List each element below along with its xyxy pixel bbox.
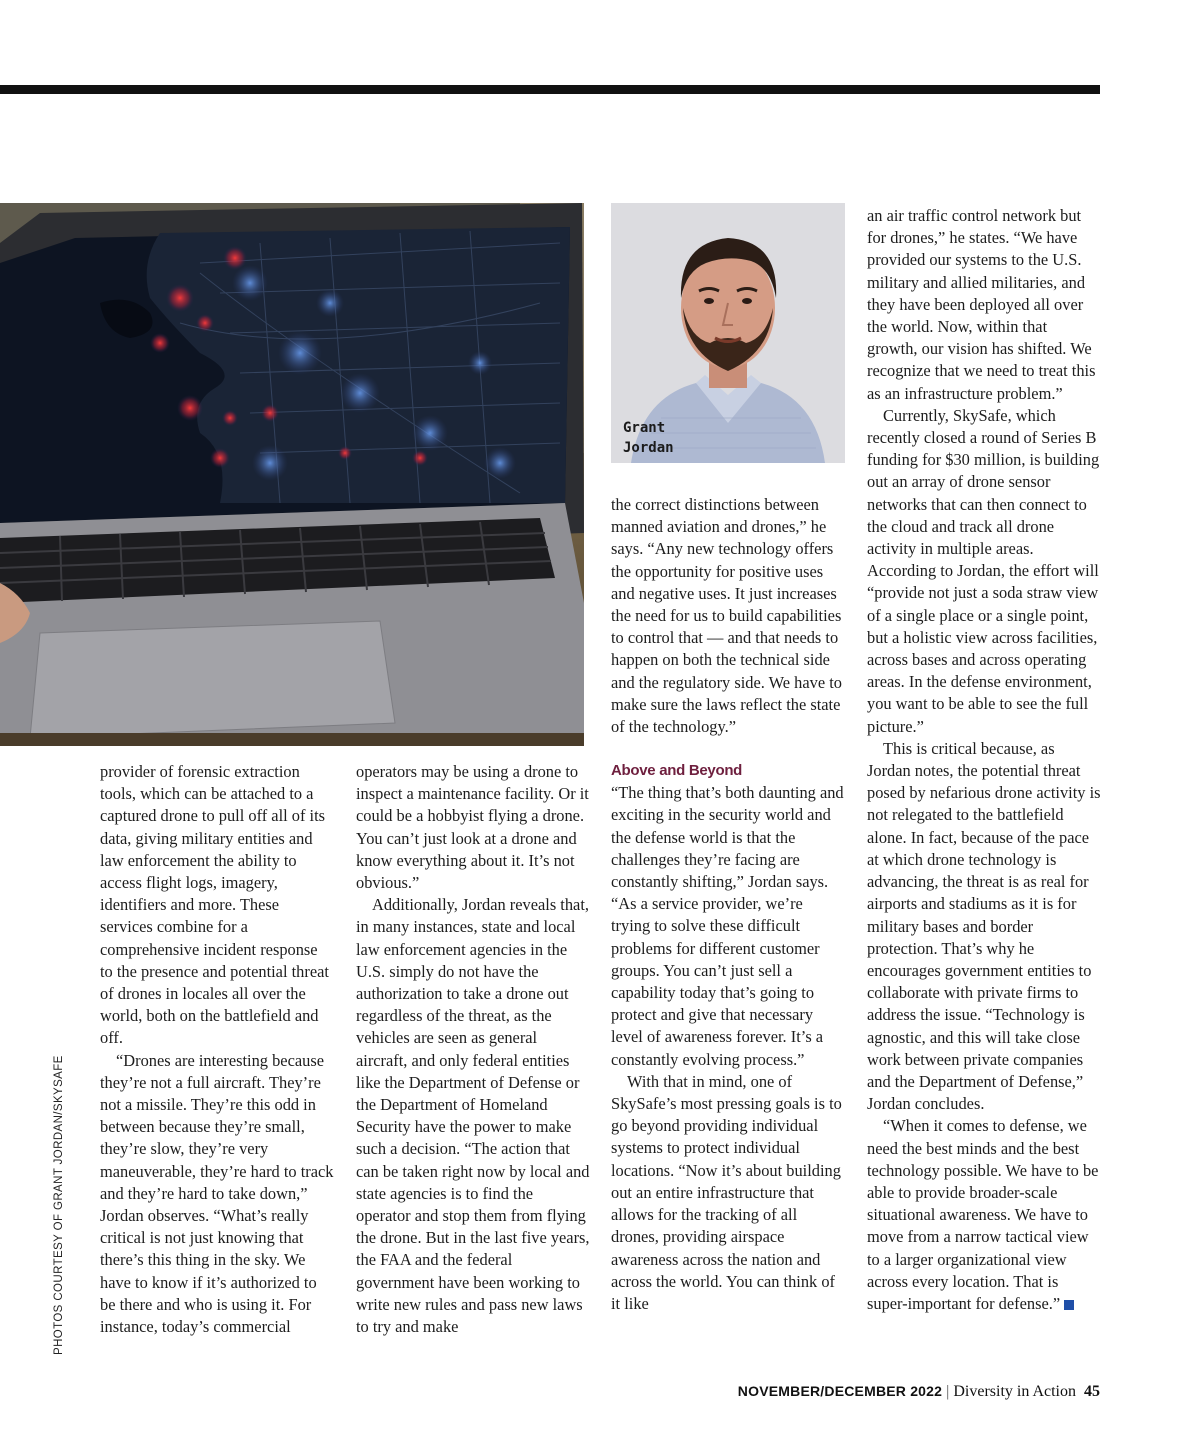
top-rule [0,85,1100,94]
end-mark-icon [1064,1300,1074,1310]
portrait-caption-first: Grant [623,420,666,436]
paragraph: the correct distinctions between manned aviation and drones,” he says. “Any new technology offers the opportunity for positive uses and negative uses. It just increases the need for us to build capabilities to control that — and that needs to happen on both the technical side and the regulatory side. We have to make sure the laws reflect the state of the technology.” [611,495,842,737]
article-column-1 [100,761,334,1338]
paragraph: an air traffic control network but for drones,” he states. “We have provided our systems to the U.S. military and allied militaries, and they have been deployed all over the world. Now, within that growth, our vision has shifted. We recognize that we need to treat this as an infrastructure problem.” [867,206,1096,403]
section-subhead: Above and Beyond [611,762,743,780]
article-column-3 [611,494,845,1315]
paragraph: Additionally, Jordan reveals that, in many instances, state and local law enforcement agencies in the U.S. simply do not have the authorization to take a drone out regardless of the threat, as the vehicles are seen as general aircraft, and only federal entities like the Department of Defense or the Department of Homeland Security have the power to make such a decision. “The action that can be taken right now by local and state agencies is to find the operator and stop them from flying the drone. But in the last five years, the FAA and the federal government have been working to write new rules and pass new laws to try and make [356,895,590,1337]
portrait-photo [611,203,845,463]
paragraph-text: “When it comes to defense, we need the best minds and the best technology possible. We have to be able to provide broader-scale situational awareness. We have to move from a narrow tactical view to a larger organizational view across every location. That is super-important for defense.” [867,1116,1099,1313]
paragraph: Currently, SkySafe, which recently closed a round of Series B funding for $30 million, is building out an array of drone sensor networks that can then connect to the cloud and track all drone activity in multiple areas. According to Jordan, the effort will “provide not just a soda straw view of a single place or a single point, but a holistic view across facilities, across bases and across operating areas. In the defense environment, you want to be able to see the full picture.” [867,405,1100,736]
paragraph: provider of forensic extraction tools, which can be attached to a captured drone to pull off all of its data, giving military entities and law enforcement the ability to access flight logs, imagery, identifiers and more. These services combine for a comprehensive incident response to the presence and potential threat of drones in locales all over the world, both on the battlefield and off. [100,762,329,1048]
paragraph: With that in mind, one of SkySafe’s most pressing goals is to go beyond providing individual systems to protect individual locations. “Now it’s about building out an entire infrastructure that allows for the tracking of all drones, providing airspace awareness across the nation and across the world. You can think of it like [611,1071,842,1313]
page-number: 45 [1084,1383,1100,1400]
photo-credit: PHOTOS COURTESY OF GRANT JORDAN/SKYSAFE [53,1055,65,1355]
paragraph: “The thing that’s both daunting and exciting in the security world and the defense world is that the challenges they’re facing are constantly shifting,” Jordan says. “As a service provider, we’re trying to solve these difficult problems for different customer groups. You can’t just sell a capability today that’s going to protect and give that necessary level of awareness forever. It’s a constantly evolving process.” [611,783,844,1069]
publication-name: Diversity in Action [953,1383,1076,1400]
issue-date: NOVEMBER/DECEMBER 2022 [737,1383,943,1399]
article-column-4 [867,205,1101,1315]
paragraph: operators may be using a drone to inspect a maintenance facility. Or it could be a hobbyist flying a drone. You can’t just look at a drone and know everything about it. It’s not obvious.” [356,762,589,893]
portrait-caption-last: Jordan [623,440,674,456]
final-paragraph [867,1115,1101,1315]
page-footer [738,1383,1100,1401]
paragraph: This is critical because, as Jordan notes, the potential threat posed by nefarious drone activity is not relegated to the battlefield alone. In fact, because of the pace at which drone technology is advancing, the threat is as real for airports and stadiums as it is for military bases and border protection. That’s why he encourages government entities to collaborate with private firms to address the issue. “Technology is agnostic, and this will take close work between private companies and the Department of Defense,” Jordan concludes. [867,738,1101,1114]
paragraph: “Drones are interesting because they’re not a full aircraft. They’re not a missile. They’re this odd in between because they’re small, they’re slow, they’re very maneuverable, they’re hard to track and they’re hard to take down,” Jordan observes. “What’s really critical is not just knowing that there’s this thing in the sky. We have to know if it’s authorized to be there and who is using it. For instance, today’s commercial [100,1050,334,1337]
laptop-photo [0,203,584,746]
portrait-caption [623,418,674,458]
footer-separator: | [946,1383,950,1400]
article-column-2 [356,761,590,1338]
